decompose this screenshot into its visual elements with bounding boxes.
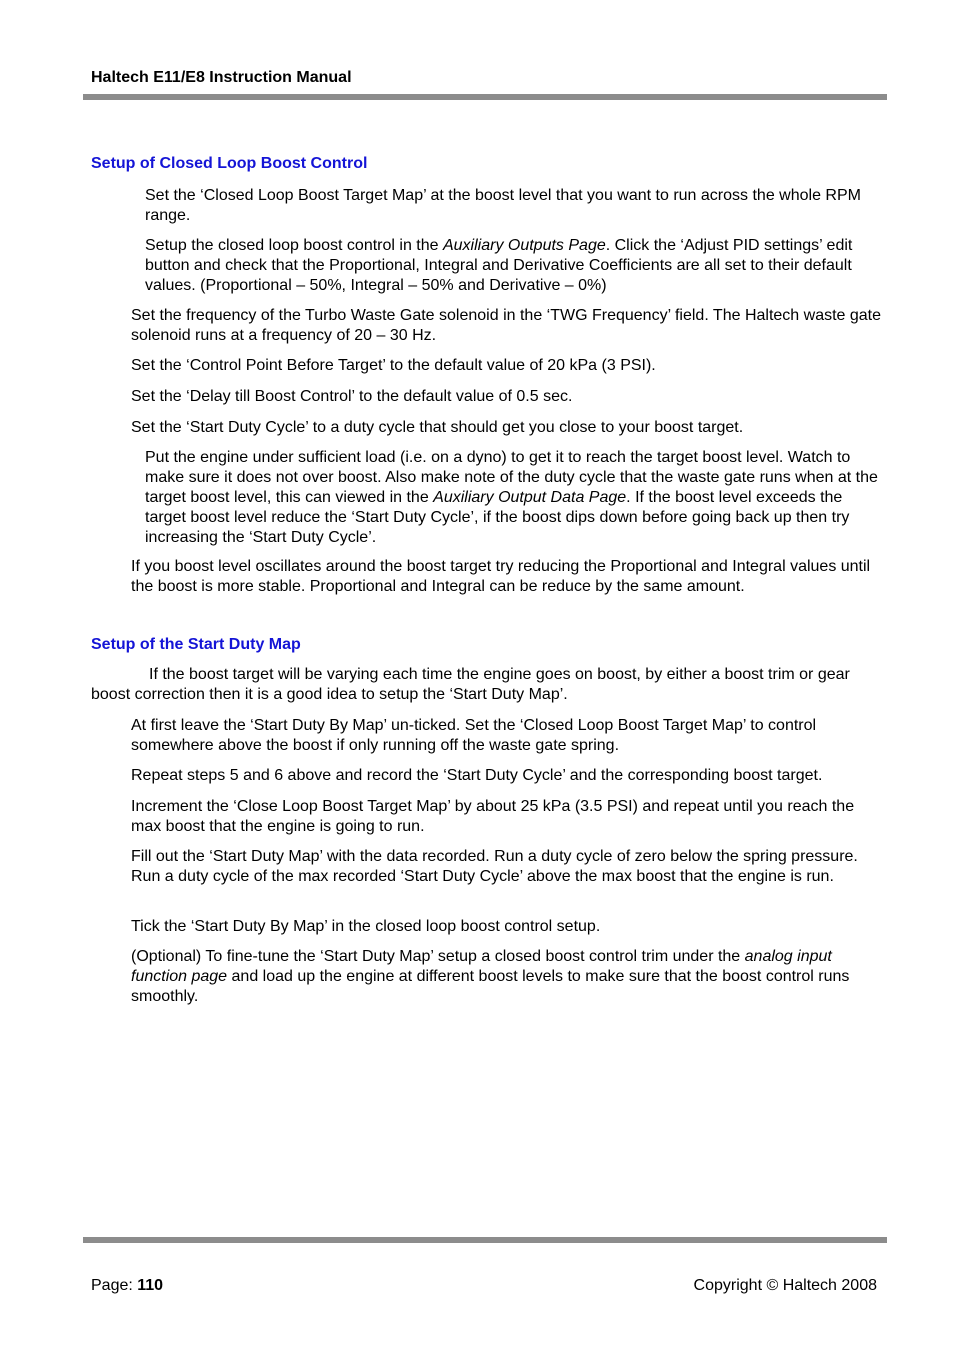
text-run: and load up the engine at different boost levels to make sure that the boost control runs smoothly. bbox=[131, 968, 850, 1005]
paragraph: Set the ‘Delay till Boost Control’ to the default value of 0.5 sec. bbox=[131, 388, 573, 405]
italic-text-run: analog input function page bbox=[131, 948, 832, 985]
text-run: (Optional) To fine-tune the ‘Start Duty Map’ setup a closed boost control trim under the bbox=[131, 948, 745, 965]
paragraph: Fill out the ‘Start Duty Map’ with the data recorded. Run a duty cycle of zero below the spring pressure. Run a duty cycle of the max recorded ‘Start Duty Cycle’ above the max boost that the engine is run. bbox=[131, 848, 858, 885]
page-number-footer bbox=[91, 1277, 163, 1295]
text-run: . If the boost level exceeds the target boost level reduce the ‘Start Duty Cycle’, if the boost dips down before going back up then try increasing the ‘Start Duty Cycle’. bbox=[145, 489, 850, 546]
paragraph: Set the ‘Closed Loop Boost Target Map’ at the boost level that you want to run across the whole RPM range. bbox=[145, 187, 861, 224]
paragraph bbox=[131, 947, 885, 1007]
paragraph: If you boost level oscillates around the boost target try reducing the Proportional and Integral values until the boost is more stable. Proportional and Integral can be reduce by the same amount. bbox=[131, 558, 871, 595]
document-header-title: Haltech E11/E8 Instruction Manual bbox=[91, 69, 352, 86]
page-label: Page: bbox=[91, 1277, 138, 1294]
paragraph: At first leave the ‘Start Duty By Map’ un-ticked. Set the ‘Closed Loop Boost Target Map’ to control somewhere above the boost if only running off the waste gate spring. bbox=[131, 717, 817, 754]
section-heading-start-duty-map: Setup of the Start Duty Map bbox=[91, 636, 301, 653]
text-run: . Click the ‘Adjust PID settings’ edit button and check that the Proportional, Integral and Derivative Coefficients are all set to their default values. (Proportional – 50%, Integral – 50% and Derivative – 0%) bbox=[145, 237, 853, 294]
copyright-footer: Copyright © Haltech 2008 bbox=[693, 1277, 877, 1294]
paragraph bbox=[145, 448, 885, 548]
paragraph: If the boost target will be varying each time the engine goes on boost, by either a boost trim or gear boost correction then it is a good idea to setup the ‘Start Duty Map’. bbox=[91, 666, 850, 703]
section-heading-closed-loop-boost: Setup of Closed Loop Boost Control bbox=[91, 155, 368, 172]
paragraph: Repeat steps 5 and 6 above and record the ‘Start Duty Cycle’ and the corresponding boost target. bbox=[131, 767, 823, 784]
paragraph: Increment the ‘Close Loop Boost Target Map’ by about 25 kPa (3.5 PSI) and repeat until you reach the max boost that the engine is going to run. bbox=[131, 798, 855, 835]
paragraph: Tick the ‘Start Duty By Map’ in the closed loop boost control setup. bbox=[131, 918, 601, 935]
text-run: Put the engine under sufficient load (i.e. on a dyno) to get it to reach the target boost level. Watch to make sure it does not over boost. Also make note of the duty cycle that the waste gate runs when at the target boost level, this can viewed in the bbox=[145, 449, 878, 506]
paragraph: Set the frequency of the Turbo Waste Gate solenoid in the ‘TWG Frequency’ field. The Haltech waste gate solenoid runs at a frequency of 20 – 30 Hz. bbox=[131, 307, 882, 344]
footer-divider bbox=[83, 1237, 887, 1243]
paragraph bbox=[145, 236, 885, 296]
text-run: Setup the closed loop boost control in the bbox=[145, 237, 443, 254]
paragraph: Set the ‘Start Duty Cycle’ to a duty cycle that should get you close to your boost target. bbox=[131, 419, 744, 436]
page-number: 110 bbox=[137, 1277, 164, 1294]
italic-text-run: Auxiliary Output Data Page bbox=[433, 489, 627, 506]
italic-text-run: Auxiliary Outputs Page bbox=[442, 237, 606, 254]
header-divider bbox=[83, 94, 887, 100]
paragraph: Set the ‘Control Point Before Target’ to the default value of 20 kPa (3 PSI). bbox=[131, 357, 656, 374]
